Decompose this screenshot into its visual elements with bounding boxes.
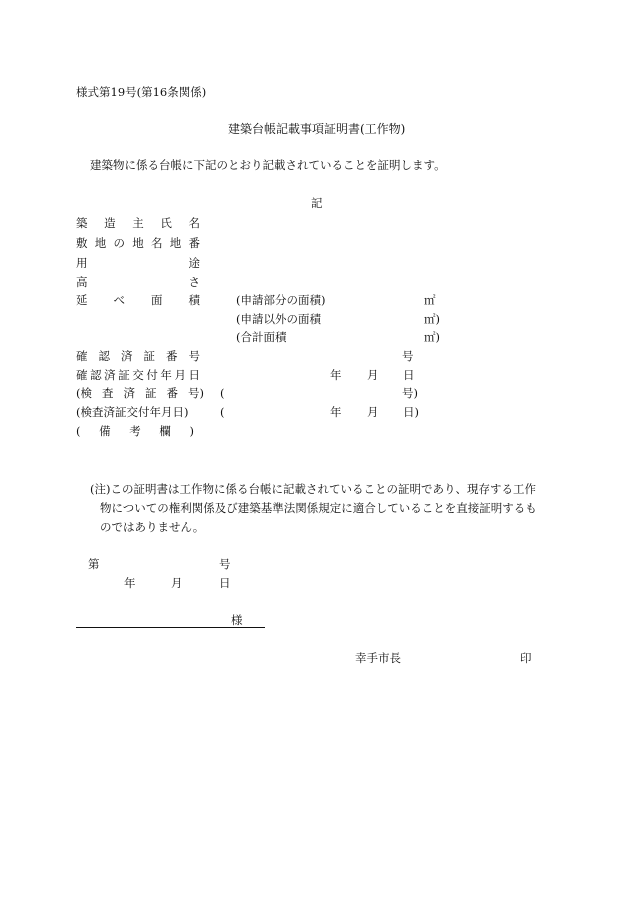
label-char: の	[113, 236, 125, 250]
number-suffix: 号	[402, 349, 414, 363]
label-char: 造	[104, 216, 116, 230]
label-char: 氏	[160, 216, 172, 230]
label-char: 地	[94, 236, 107, 250]
label-char: 地	[132, 236, 144, 250]
year-label: 年	[330, 405, 342, 419]
seal-mark: 印	[520, 651, 532, 665]
height-label	[76, 275, 200, 289]
intro-statement: 建築物に係る台帳に下記のとおり記載されていることを証明します。	[90, 158, 446, 172]
label-char: さ	[188, 275, 200, 289]
floor-area-label	[76, 293, 200, 307]
day-label: 日)	[403, 405, 419, 419]
label-char: 号)	[188, 386, 204, 400]
label-char: 認	[98, 349, 110, 363]
label-char: 年	[160, 368, 172, 382]
form-number: 様式第19号(第16条関係)	[76, 85, 207, 99]
issue-day-label: 日	[219, 576, 231, 590]
open-paren: (	[220, 405, 225, 419]
label-char: 欄	[159, 424, 171, 438]
label-char: 号	[188, 349, 200, 363]
label-char: 月	[174, 368, 186, 382]
label-char: べ	[113, 293, 125, 307]
label-char: 敷	[76, 236, 88, 250]
label-char: 用	[76, 256, 88, 270]
label-char: 証	[145, 386, 157, 400]
label-char: 確	[76, 368, 88, 382]
area-applied-label: (申請部分の面積)	[236, 293, 326, 307]
area-unit: ㎡)	[424, 330, 440, 344]
label-char: 主	[132, 216, 144, 230]
label-char: )	[189, 424, 194, 438]
document-number-prefix: 第	[88, 557, 100, 571]
remarks-label	[76, 424, 194, 438]
label-char: 番	[188, 236, 200, 250]
label-char: 備	[99, 424, 111, 438]
site-address-label	[76, 236, 200, 250]
label-char: 済	[104, 368, 116, 382]
label-char: 番	[166, 349, 178, 363]
label-char: 積	[188, 293, 200, 307]
owner-name-label	[76, 216, 200, 230]
label-char: 地	[169, 236, 182, 250]
ki-heading: 記	[311, 196, 323, 210]
addressee-honorific: 様	[231, 613, 243, 627]
label-char: 考	[129, 424, 141, 438]
month-label: 月	[367, 368, 379, 382]
month-label: 月	[367, 405, 379, 419]
label-char: 築	[76, 216, 88, 230]
label-char: (	[76, 424, 81, 438]
label-char: 認	[90, 368, 102, 382]
document-title: 建築台帳記載事項証明書(工作物)	[228, 122, 406, 136]
label-char: 済	[123, 386, 135, 400]
year-label: 年	[330, 368, 342, 382]
note-line-3: のではありません。	[100, 520, 205, 534]
inspection-number-label	[76, 386, 204, 400]
label-char: 証	[118, 368, 130, 382]
label-char: 面	[151, 293, 163, 307]
label-char: 延	[76, 293, 88, 307]
label-char: 交	[132, 368, 144, 382]
number-suffix: 号)	[402, 386, 418, 400]
label-char: 名	[188, 216, 200, 230]
open-paren: (	[220, 386, 225, 400]
label-char: 高	[76, 275, 88, 289]
area-unit: ㎡)	[424, 312, 440, 326]
label-char: 確	[76, 349, 88, 363]
day-label: 日	[403, 368, 415, 382]
label-char: 名	[151, 236, 163, 250]
document-number-suffix: 号	[219, 557, 231, 571]
confirmation-date-label	[76, 368, 200, 382]
label-char: 日	[188, 368, 200, 382]
issue-year-label: 年	[124, 576, 136, 590]
note-line-2: 物についての権利関係及び建築基準法関係規定に適合していることを直接証明するも	[100, 501, 537, 515]
label-char: (検	[76, 386, 92, 400]
confirmation-number-label	[76, 349, 200, 363]
label-char: 途	[188, 256, 200, 270]
label-char: 済	[121, 349, 133, 363]
label-char: 付	[146, 368, 158, 382]
area-other-label: (申請以外の面積	[236, 312, 321, 326]
addressee-underline	[76, 627, 265, 628]
use-label	[76, 256, 200, 270]
issuer-mayor: 幸手市長	[355, 651, 401, 665]
issue-month-label: 月	[171, 576, 183, 590]
area-unit: ㎡	[424, 293, 436, 307]
label-char: 番	[166, 386, 178, 400]
label-char: 証	[143, 349, 155, 363]
label-char: 査	[102, 386, 114, 400]
area-total-label: (合計面積	[236, 330, 287, 344]
note-line-1: (注)この証明書は工作物に係る台帳に記載されていることの証明であり、現存する工作	[90, 482, 536, 496]
inspection-date-label: (検査済証交付年月日)	[76, 405, 189, 419]
